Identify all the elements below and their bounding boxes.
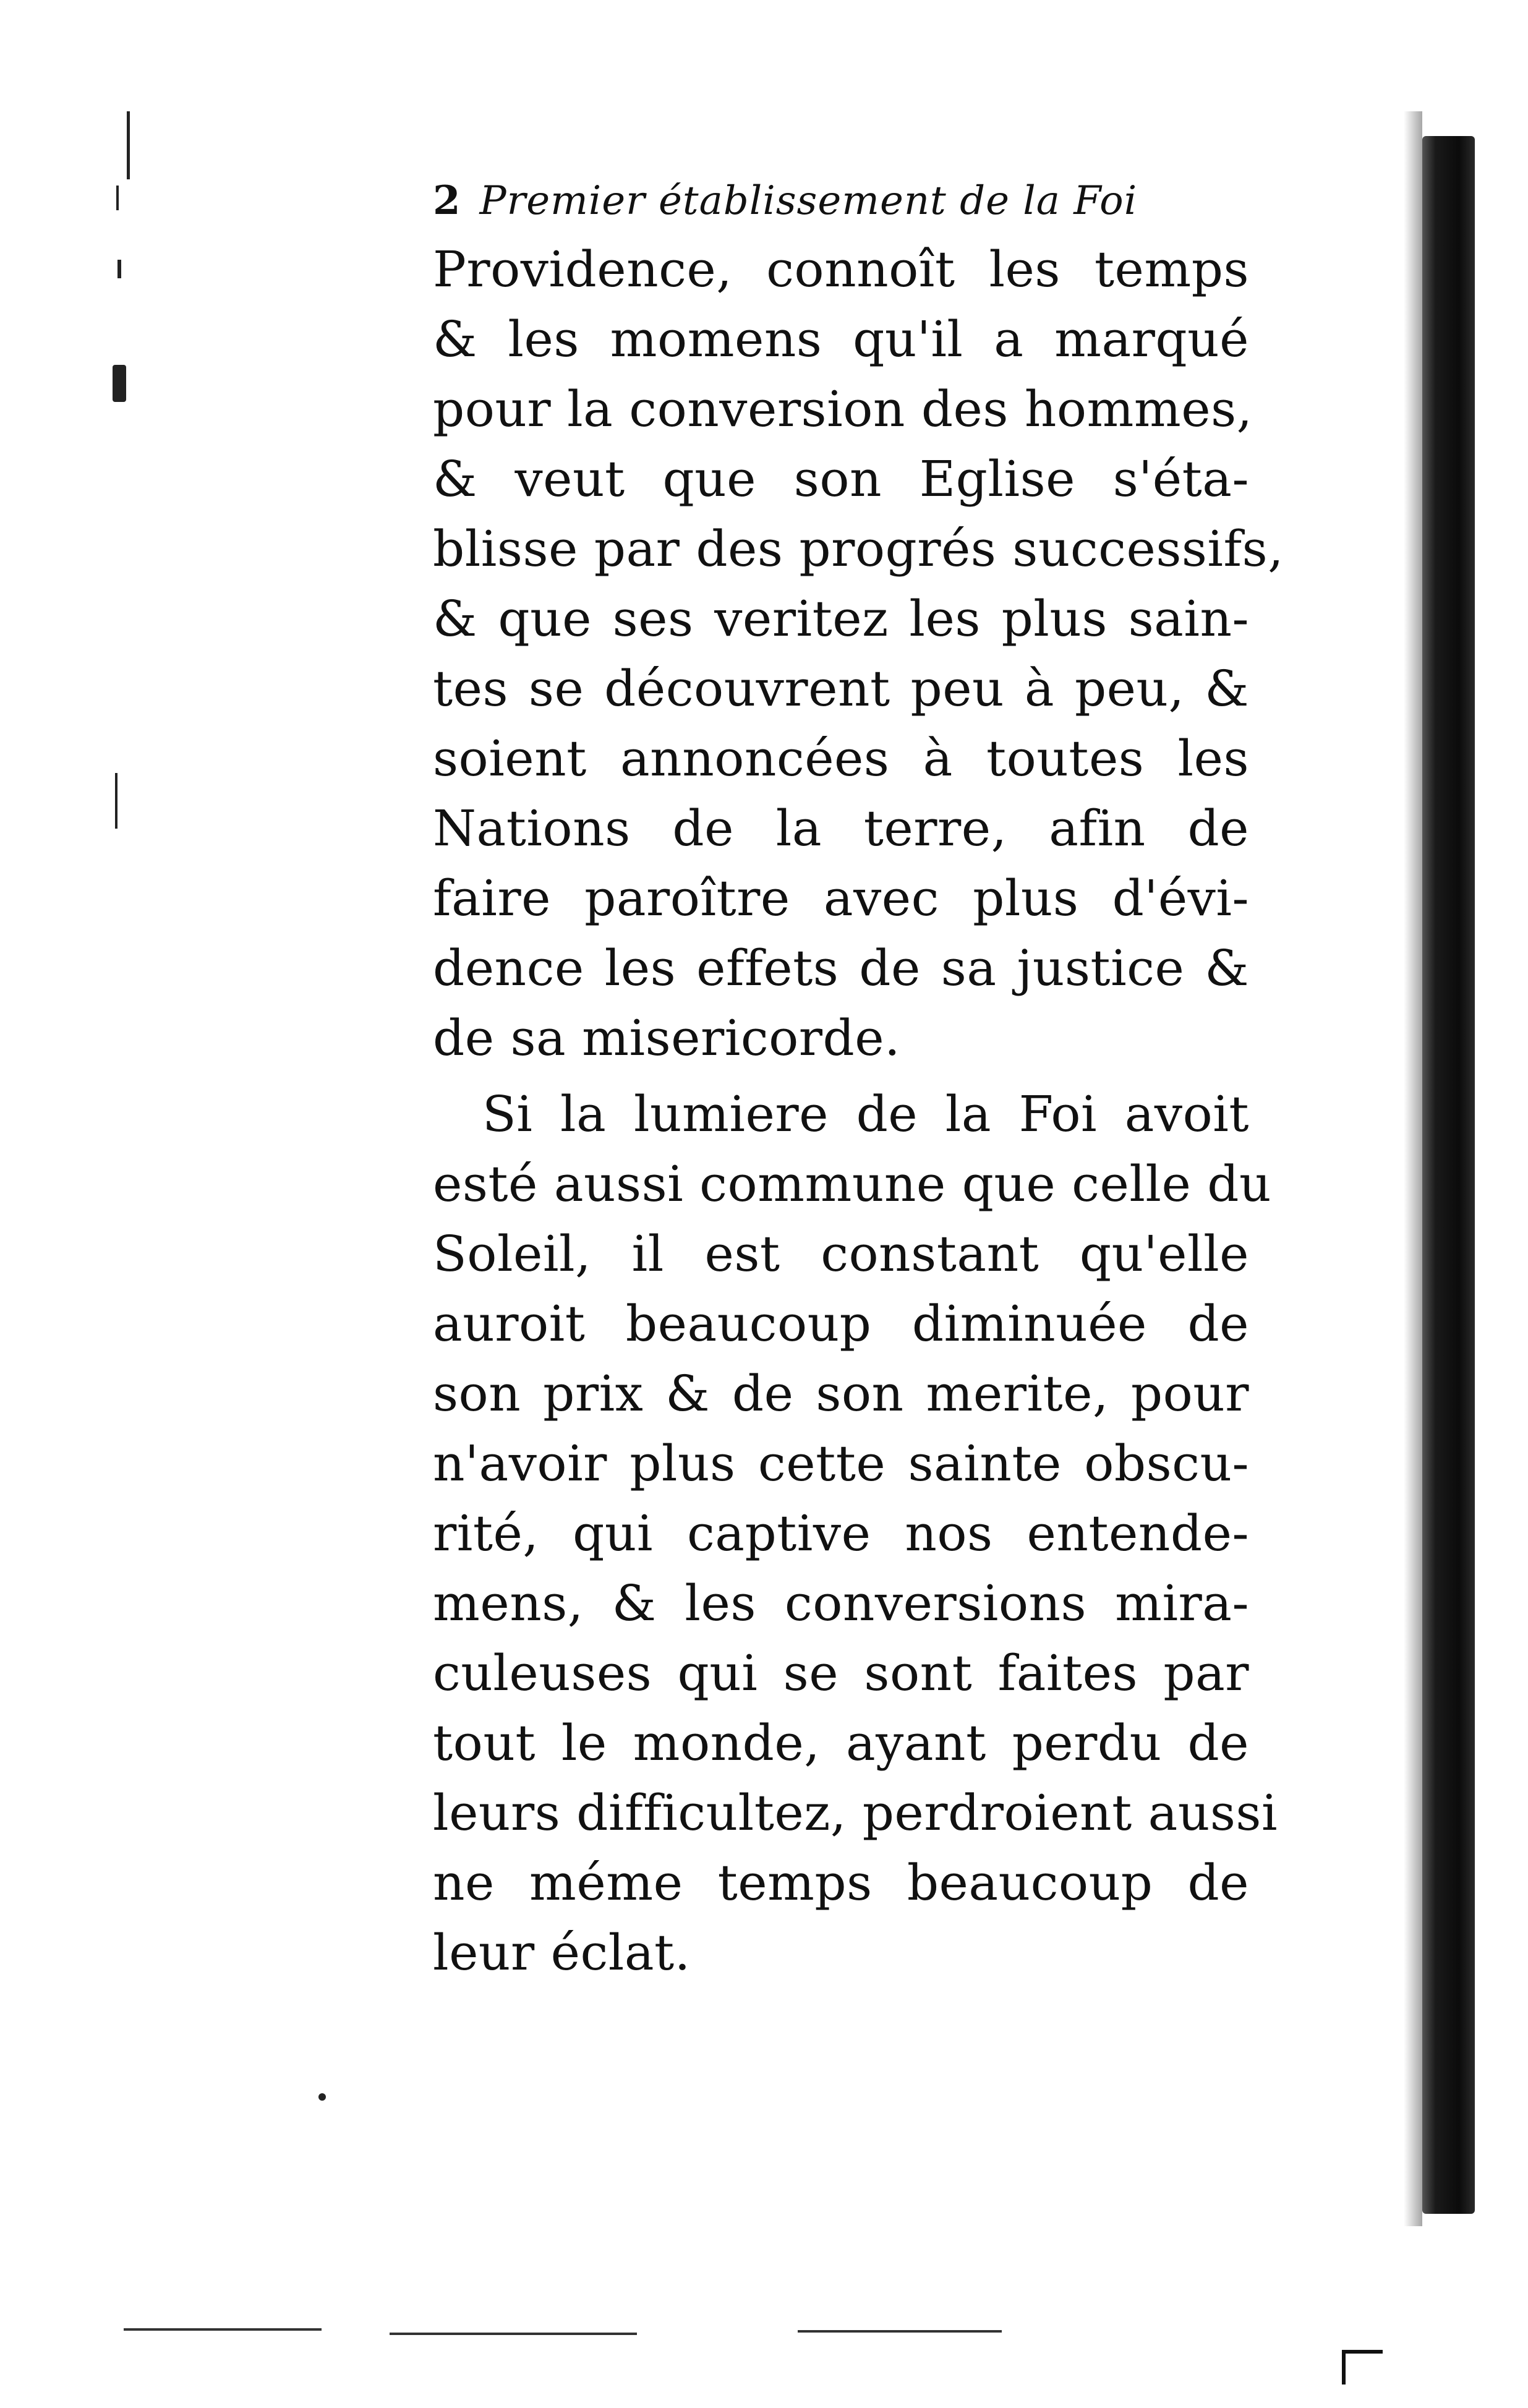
text-line: tout le monde, ayant perdu de [433, 1714, 1249, 1772]
text-line: & que ses veritez les plus sain- [433, 590, 1249, 647]
book-binding-edge [1422, 136, 1475, 2214]
bottom-rule [390, 2333, 637, 2335]
text-line: ne méme temps beaucoup de [433, 1854, 1249, 1911]
text-line: rité, qui captive nos entende- [433, 1505, 1249, 1562]
margin-mark [113, 365, 126, 402]
margin-mark [127, 111, 130, 179]
text-line: leur éclat. [433, 1924, 691, 1981]
page-number: 2 [433, 177, 461, 224]
corner-mark [1342, 2350, 1383, 2385]
text-line: n'avoir plus cette sainte obscu- [433, 1435, 1249, 1492]
text-line: son prix & de son merite, pour [433, 1365, 1249, 1422]
text-line: Nations de la terre, afin de [433, 800, 1249, 857]
text-line: & les momens qu'il a marqué [433, 310, 1249, 368]
margin-mark [117, 260, 121, 278]
text-line: Soleil, il est constant qu'elle [433, 1225, 1249, 1283]
text-line: blisse par des progrés successifs, [433, 520, 1284, 578]
running-head-title: Premier établissement de la Foi [479, 178, 1138, 224]
text-block [433, 176, 1284, 1987]
text-line: dence les effets de sa justice & [433, 939, 1249, 997]
bottom-rule [124, 2328, 322, 2331]
text-line: leurs difficultez, perdroient aussi [433, 1784, 1278, 1842]
text-line: Providence, connoît les temps [433, 241, 1249, 298]
text-line: de sa misericorde. [433, 1009, 901, 1067]
paragraph-2 [433, 1079, 1278, 1987]
running-head [433, 176, 1249, 226]
margin-mark [116, 186, 119, 210]
ink-speck [318, 2093, 326, 2101]
text-line: faire paroître avec plus d'évi- [433, 869, 1249, 927]
text-line: pour la conversion des hommes, [433, 380, 1253, 438]
text-line: & veut que son Eglise s'éta- [433, 450, 1249, 508]
text-line: auroit beaucoup diminuée de [433, 1295, 1249, 1352]
text-line: esté aussi commune que celle du [433, 1155, 1272, 1213]
text-line: Si la lumiere de la Foi avoit [482, 1085, 1249, 1143]
paragraph-1 [433, 234, 1284, 1073]
text-line: culeuses qui se sont faites par [433, 1644, 1249, 1702]
binding-shadow [1404, 111, 1422, 2226]
text-line: mens, & les conversions mira- [433, 1574, 1249, 1632]
bottom-rule [798, 2330, 1002, 2333]
text-line: tes se découvrent peu à peu, & [433, 660, 1249, 717]
text-line: soient annoncées à toutes les [433, 730, 1249, 787]
margin-mark [115, 773, 117, 829]
